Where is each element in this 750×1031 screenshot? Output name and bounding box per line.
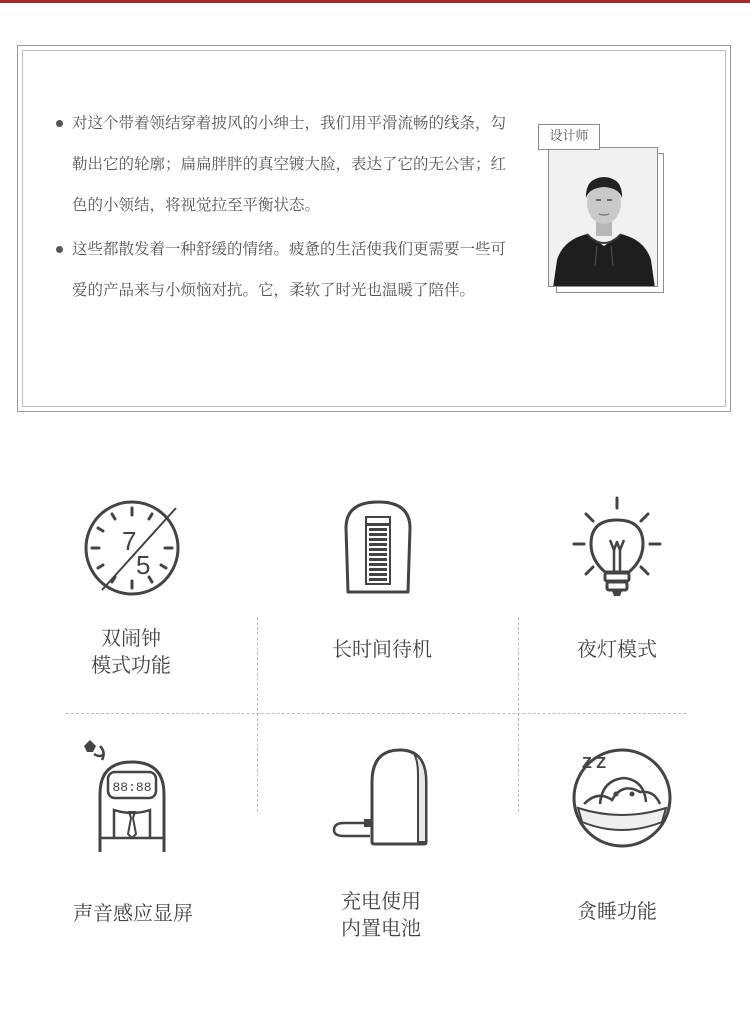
bullet-icon (56, 120, 63, 127)
feature-label-line: 充电使用 (341, 889, 421, 913)
clock-digit-top: 7 (122, 526, 137, 556)
designer-label: 设计师 (538, 124, 600, 150)
charging-cable-icon (330, 746, 434, 848)
clock-digit-bottom: 5 (136, 550, 151, 580)
feature-label-line: 模式功能 (91, 653, 171, 677)
battery-icon (340, 498, 416, 596)
designer-photo (548, 147, 658, 287)
top-accent-line (0, 0, 750, 3)
intro-paragraph-2 (56, 229, 516, 311)
zzz-text: Z Z (582, 755, 606, 772)
snooze-icon (568, 746, 674, 850)
feature-label-night-light: 夜灯模式 (577, 637, 657, 661)
intro-paragraph-1-text: 对这个带着领结穿着披风的小绅士，我们用平滑流畅的线条，勾勒出它的轮廓；扁扁胖胖的真空镀大脸，表达了它的无公害；红色的小领结，将视觉拉至平衡状态。 (72, 114, 507, 214)
feature-label-line: 双闹钟 (101, 626, 161, 650)
sound-sensor-display-icon (80, 738, 180, 854)
designer-portrait-icon (549, 148, 658, 287)
light-bulb-icon (570, 494, 664, 604)
feature-label-rechargeable (281, 888, 481, 942)
intro-paragraph-2-text: 这些都散发着一种舒缓的情绪。疲惫的生活使我们更需要一些可爱的产品来与小烦恼对抗。它，柔软了时光也温暖了陪伴。 (72, 240, 507, 299)
feature-label-long-standby: 长时间待机 (332, 637, 432, 661)
grid-divider-vertical (257, 617, 258, 812)
feature-label-line: 内置电池 (341, 916, 421, 940)
feature-label-sound-display: 声音感应显屏 (73, 901, 193, 925)
feature-label-dual-alarm (31, 625, 231, 679)
dual-alarm-clock-icon (80, 500, 184, 596)
feature-label-snooze: 贪睡功能 (577, 899, 657, 923)
bell-icon (84, 740, 96, 752)
display-digits: 88:88 (112, 780, 152, 795)
grid-divider-horizontal (66, 713, 686, 714)
intro-paragraph-1 (56, 103, 516, 226)
bullet-icon (56, 246, 63, 253)
